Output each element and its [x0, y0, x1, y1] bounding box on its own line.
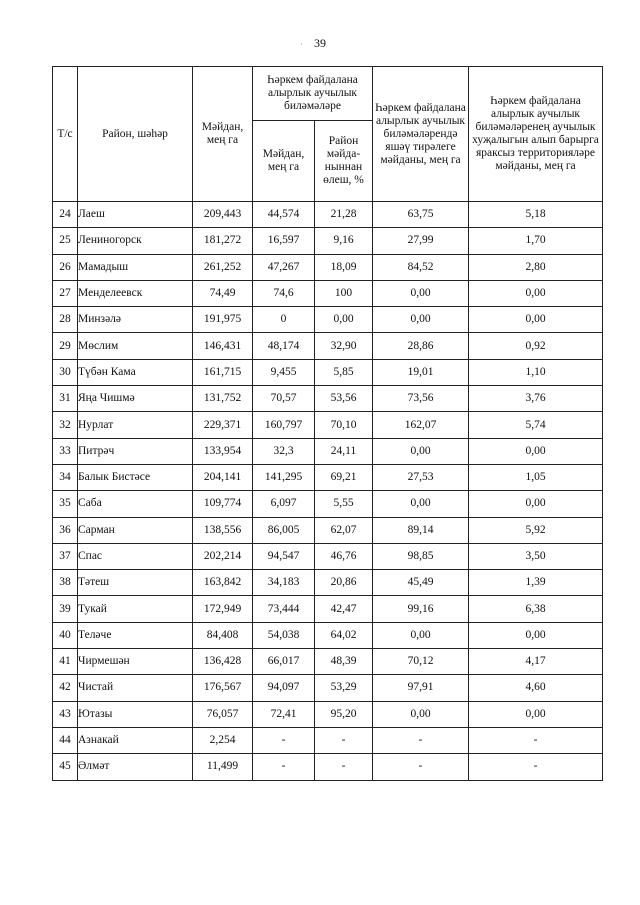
table-row [53, 491, 603, 517]
district-name: Минзәлә [78, 307, 193, 333]
table-row [53, 754, 603, 780]
unsuitable-area: 1,10 [469, 359, 603, 385]
unsuitable-area: 2,80 [469, 254, 603, 280]
table-row [53, 228, 603, 254]
habitat-area: - [373, 727, 469, 753]
district-area: 163,842 [193, 570, 253, 596]
public-share: 53,56 [315, 386, 373, 412]
public-share: 64,02 [315, 622, 373, 648]
habitat-area: 27,99 [373, 228, 469, 254]
row-number: 41 [53, 649, 78, 675]
table-row [53, 596, 603, 622]
habitat-area: 0,00 [373, 280, 469, 306]
row-number: 37 [53, 543, 78, 569]
habitat-area: 27,53 [373, 464, 469, 490]
district-name: Түбән Кама [78, 359, 193, 385]
row-number: 33 [53, 438, 78, 464]
row-number: 31 [53, 386, 78, 412]
row-number: 38 [53, 570, 78, 596]
district-area: 181,272 [193, 228, 253, 254]
district-area: 176,567 [193, 675, 253, 701]
row-number: 26 [53, 254, 78, 280]
public-area: 74,6 [253, 280, 315, 306]
table-row [53, 543, 603, 569]
unsuitable-area: 6,38 [469, 596, 603, 622]
table-row [53, 202, 603, 228]
district-name: Лаеш [78, 202, 193, 228]
unsuitable-area: 1,70 [469, 228, 603, 254]
scan-mark: · [300, 40, 303, 49]
row-number: 29 [53, 333, 78, 359]
district-area: 138,556 [193, 517, 253, 543]
public-share: 0,00 [315, 307, 373, 333]
row-number: 28 [53, 307, 78, 333]
table-row [53, 464, 603, 490]
row-number: 39 [53, 596, 78, 622]
district-name: Теләче [78, 622, 193, 648]
public-share: 5,55 [315, 491, 373, 517]
public-area: 34,183 [253, 570, 315, 596]
row-number: 30 [53, 359, 78, 385]
unsuitable-area: 4,17 [469, 649, 603, 675]
district-area: 161,715 [193, 359, 253, 385]
unsuitable-area: 0,00 [469, 701, 603, 727]
table-row [53, 517, 603, 543]
district-name: Әлмәт [78, 754, 193, 780]
district-area: 109,774 [193, 491, 253, 517]
table-row [53, 359, 603, 385]
district-name: Тукай [78, 596, 193, 622]
district-name: Сарман [78, 517, 193, 543]
public-area: 70,57 [253, 386, 315, 412]
district-name: Чистай [78, 675, 193, 701]
public-area: 160,797 [253, 412, 315, 438]
district-area: 11,499 [193, 754, 253, 780]
district-area: 229,371 [193, 412, 253, 438]
unsuitable-area: 3,50 [469, 543, 603, 569]
habitat-area: 99,16 [373, 596, 469, 622]
unsuitable-area: 0,00 [469, 622, 603, 648]
habitat-area: 73,56 [373, 386, 469, 412]
public-area: 32,3 [253, 438, 315, 464]
page-number: 39 [314, 36, 326, 50]
public-area: 16,597 [253, 228, 315, 254]
unsuitable-area: 0,00 [469, 438, 603, 464]
row-number: 40 [53, 622, 78, 648]
public-area: 54,038 [253, 622, 315, 648]
habitat-area: 98,85 [373, 543, 469, 569]
district-name: Спас [78, 543, 193, 569]
header-public-grounds: Һәркем файдалана алырлык аучылык биләмәләре [253, 67, 373, 121]
district-area: 133,954 [193, 438, 253, 464]
district-name: Чирмешән [78, 649, 193, 675]
public-share: 32,90 [315, 333, 373, 359]
district-area: 84,408 [193, 622, 253, 648]
habitat-area: 45,49 [373, 570, 469, 596]
district-area: 76,057 [193, 701, 253, 727]
public-share: 53,29 [315, 675, 373, 701]
header-public-area: Мәйдан, мең га [253, 121, 315, 202]
habitat-area: 63,75 [373, 202, 469, 228]
district-area: 172,949 [193, 596, 253, 622]
unsuitable-area: 0,92 [469, 333, 603, 359]
public-share: 18,09 [315, 254, 373, 280]
unsuitable-area: 4,60 [469, 675, 603, 701]
public-area: 86,005 [253, 517, 315, 543]
district-name: Ютазы [78, 701, 193, 727]
habitat-area: 70,12 [373, 649, 469, 675]
district-area: 74,49 [193, 280, 253, 306]
district-name: Тәтеш [78, 570, 193, 596]
unsuitable-area: 0,00 [469, 280, 603, 306]
habitat-area: 89,14 [373, 517, 469, 543]
district-name: Лениногорск [78, 228, 193, 254]
district-area: 261,252 [193, 254, 253, 280]
public-area: 94,547 [253, 543, 315, 569]
row-number: 42 [53, 675, 78, 701]
habitat-area: 0,00 [373, 701, 469, 727]
row-number: 32 [53, 412, 78, 438]
district-name: Питрәч [78, 438, 193, 464]
table-row [53, 649, 603, 675]
table-row [53, 701, 603, 727]
header-unsuitable-area: Һәркем файдалана алырлык аучылык биләмәләренең аучылык хуҗалыгын алып барырга яраксыз территорияләре мәйданы, мең га [469, 67, 603, 202]
unsuitable-area: 5,92 [469, 517, 603, 543]
public-share: - [315, 754, 373, 780]
unsuitable-area: 5,74 [469, 412, 603, 438]
habitat-area: 0,00 [373, 491, 469, 517]
public-share: 9,16 [315, 228, 373, 254]
habitat-area: 162,07 [373, 412, 469, 438]
public-share: 48,39 [315, 649, 373, 675]
district-area: 146,431 [193, 333, 253, 359]
row-number: 44 [53, 727, 78, 753]
table-row [53, 727, 603, 753]
unsuitable-area: - [469, 754, 603, 780]
public-area: 141,295 [253, 464, 315, 490]
row-number: 43 [53, 701, 78, 727]
table-row [53, 570, 603, 596]
district-area: 131,752 [193, 386, 253, 412]
public-share: 21,28 [315, 202, 373, 228]
habitat-area: 0,00 [373, 622, 469, 648]
unsuitable-area: 0,00 [469, 307, 603, 333]
district-area: 191,975 [193, 307, 253, 333]
unsuitable-area: 1,05 [469, 464, 603, 490]
table-row [53, 622, 603, 648]
row-number: 36 [53, 517, 78, 543]
table-row [53, 675, 603, 701]
district-area: 204,141 [193, 464, 253, 490]
district-area: 136,428 [193, 649, 253, 675]
public-share: 70,10 [315, 412, 373, 438]
district-name: Саба [78, 491, 193, 517]
public-share: 42,47 [315, 596, 373, 622]
public-area: 6,097 [253, 491, 315, 517]
public-area: 9,455 [253, 359, 315, 385]
district-area: 209,443 [193, 202, 253, 228]
unsuitable-area: 0,00 [469, 491, 603, 517]
row-number: 25 [53, 228, 78, 254]
row-number: 45 [53, 754, 78, 780]
header-habitat-area: Һәркем файдалана алырлык аучылык биләмәләрендә яшәү тирәлеге мәйданы, мең га [373, 67, 469, 202]
public-area: 48,174 [253, 333, 315, 359]
district-area: 2,254 [193, 727, 253, 753]
district-name: Мөслим [78, 333, 193, 359]
table-row [53, 254, 603, 280]
public-area: 0 [253, 307, 315, 333]
row-number: 35 [53, 491, 78, 517]
table-row [53, 307, 603, 333]
table-row [53, 438, 603, 464]
district-name: Яңа Чишмә [78, 386, 193, 412]
habitat-area: 19,01 [373, 359, 469, 385]
row-number: 27 [53, 280, 78, 306]
header-area: Мәйдан, мең га [193, 67, 253, 202]
public-area: - [253, 754, 315, 780]
public-share: 46,76 [315, 543, 373, 569]
hunting-grounds-table [52, 66, 603, 781]
public-area: 47,267 [253, 254, 315, 280]
header-district: Район, шәһәр [78, 67, 193, 202]
public-share: 100 [315, 280, 373, 306]
habitat-area: 0,00 [373, 438, 469, 464]
public-area: - [253, 727, 315, 753]
table-row [53, 412, 603, 438]
district-name: Мамадыш [78, 254, 193, 280]
table-row [53, 386, 603, 412]
district-area: 202,214 [193, 543, 253, 569]
district-name: Нурлат [78, 412, 193, 438]
unsuitable-area: 1,39 [469, 570, 603, 596]
public-share: 24,11 [315, 438, 373, 464]
habitat-area: 28,86 [373, 333, 469, 359]
public-share: 95,20 [315, 701, 373, 727]
row-number: 24 [53, 202, 78, 228]
public-share: 20,86 [315, 570, 373, 596]
header-num: Т/с [53, 67, 78, 202]
habitat-area: 0,00 [373, 307, 469, 333]
public-area: 94,097 [253, 675, 315, 701]
header-public-share: Район мәйда-ныннан өлеш, % [315, 121, 373, 202]
table-row [53, 333, 603, 359]
habitat-area: 97,91 [373, 675, 469, 701]
row-number: 34 [53, 464, 78, 490]
district-name: Балык Бистәсе [78, 464, 193, 490]
public-area: 73,444 [253, 596, 315, 622]
public-share: 5,85 [315, 359, 373, 385]
public-area: 72,41 [253, 701, 315, 727]
public-share: 62,07 [315, 517, 373, 543]
public-share: 69,21 [315, 464, 373, 490]
public-share: - [315, 727, 373, 753]
district-name: Менделеевск [78, 280, 193, 306]
public-area: 66,017 [253, 649, 315, 675]
habitat-area: - [373, 754, 469, 780]
table-row [53, 280, 603, 306]
habitat-area: 84,52 [373, 254, 469, 280]
unsuitable-area: 5,18 [469, 202, 603, 228]
unsuitable-area: 3,76 [469, 386, 603, 412]
district-name: Азнакай [78, 727, 193, 753]
public-area: 44,574 [253, 202, 315, 228]
unsuitable-area: - [469, 727, 603, 753]
